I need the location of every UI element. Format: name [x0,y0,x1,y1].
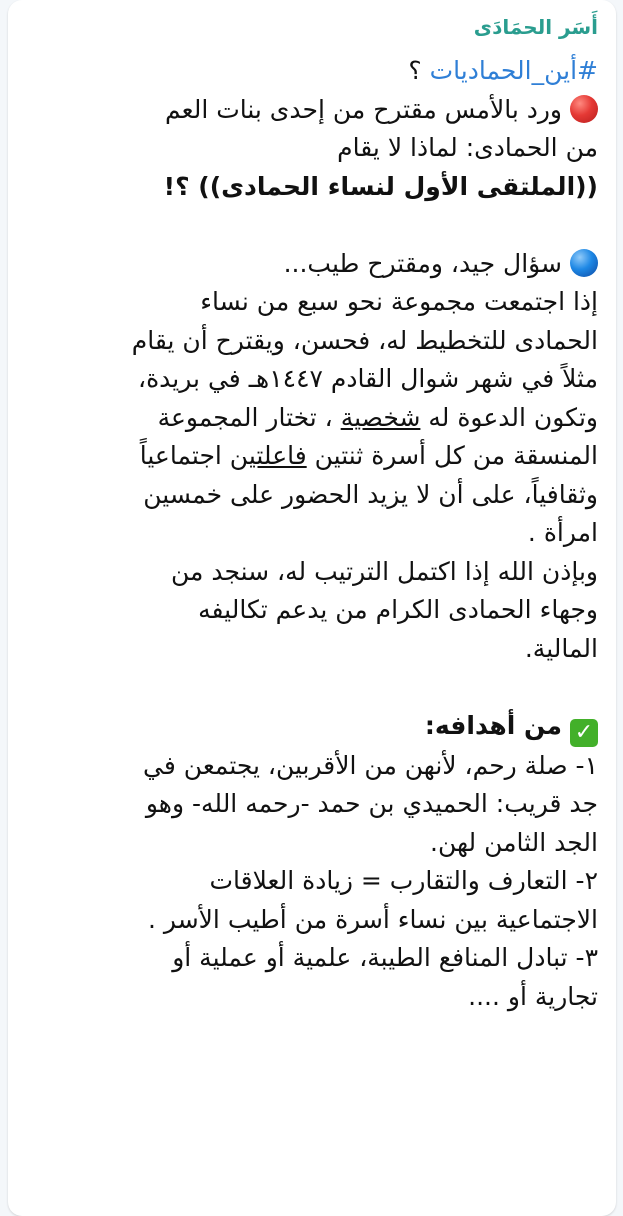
text-line [22,91,598,130]
hashtag-suffix: ؟ [408,56,430,85]
hashtag-link[interactable]: #أين_الحماديات [429,56,598,85]
blank-line [22,206,598,245]
message-bubble[interactable] [8,0,616,1216]
text-line: مثلاً في شهر شوال القادم ١٤٤٧هـ في بريدة، [138,364,598,393]
text-segment: اجتماعياً [139,441,230,470]
text-line: ١- صلة رحم، لأنهن من الأقربين، يجتمعن في [143,750,598,780]
blue-circle-icon [570,249,598,277]
message-text [22,52,602,1016]
text-line: جد قريب: الحميدي بن حمد -رحمه الله- وهو [145,789,598,818]
text-segment: المنسقة من كل أسرة ثنتين [306,441,598,470]
text-line: وجهاء الحمادى الكرام من يدعم تكاليفه [198,595,598,624]
text-line: وبإذن الله إذا اكتمل الترتيب له، سنجد من [170,556,598,586]
blank-line [22,668,598,707]
check-mark-icon: ✓ [570,719,598,747]
text-line: امرأة . [527,518,598,547]
text-segment: من أهدافه: [424,710,562,740]
text-line [22,437,598,476]
text-line [22,245,598,284]
text-line: ((الملتقى الأول لنساء الحمادى)) ؟! [163,171,598,201]
text-line: المالية. [524,633,598,663]
text-line: الجد الثامن لهن. [430,827,598,857]
text-segment: وتكون الدعوة له [420,402,598,432]
underlined-word: شخصية [340,402,421,432]
text-line: ٣- تبادل المنافع الطيبة، علمية أو عملية أو [172,943,598,972]
text-line: من الحمادى: لماذا لا يقام [337,133,598,162]
text-segment: ورد بالأمس مقترح من إحدى بنات العم [165,94,562,124]
goals-heading [22,707,598,747]
text-segment: ، تختار المجموعة [157,402,341,432]
text-line [22,399,598,438]
underlined-word: فاعلتين [229,441,307,470]
text-segment: سؤال جيد، ومقترح طيب... [283,248,562,278]
text-line: تجارية أو .... [468,981,598,1011]
text-line: إذا اجتمعت مجموعة نحو سبع من نساء [200,287,598,316]
text-line: ٢- التعارف والتقارب = زيادة العلاقات [209,866,598,895]
text-line: وثقافياً، على أن لا يزيد الحضور على خمسين [143,479,598,509]
text-line: الاجتماعية بين نساء أسرة من أطيب الأسر . [148,904,598,934]
hashtag-line [22,52,598,91]
red-circle-icon [570,95,598,123]
sender-name[interactable]: أَسَر الحمَادَى [473,15,598,39]
text-line: الحمادى للتخطيط له، فحسن، ويقترح أن يقام [131,325,598,355]
